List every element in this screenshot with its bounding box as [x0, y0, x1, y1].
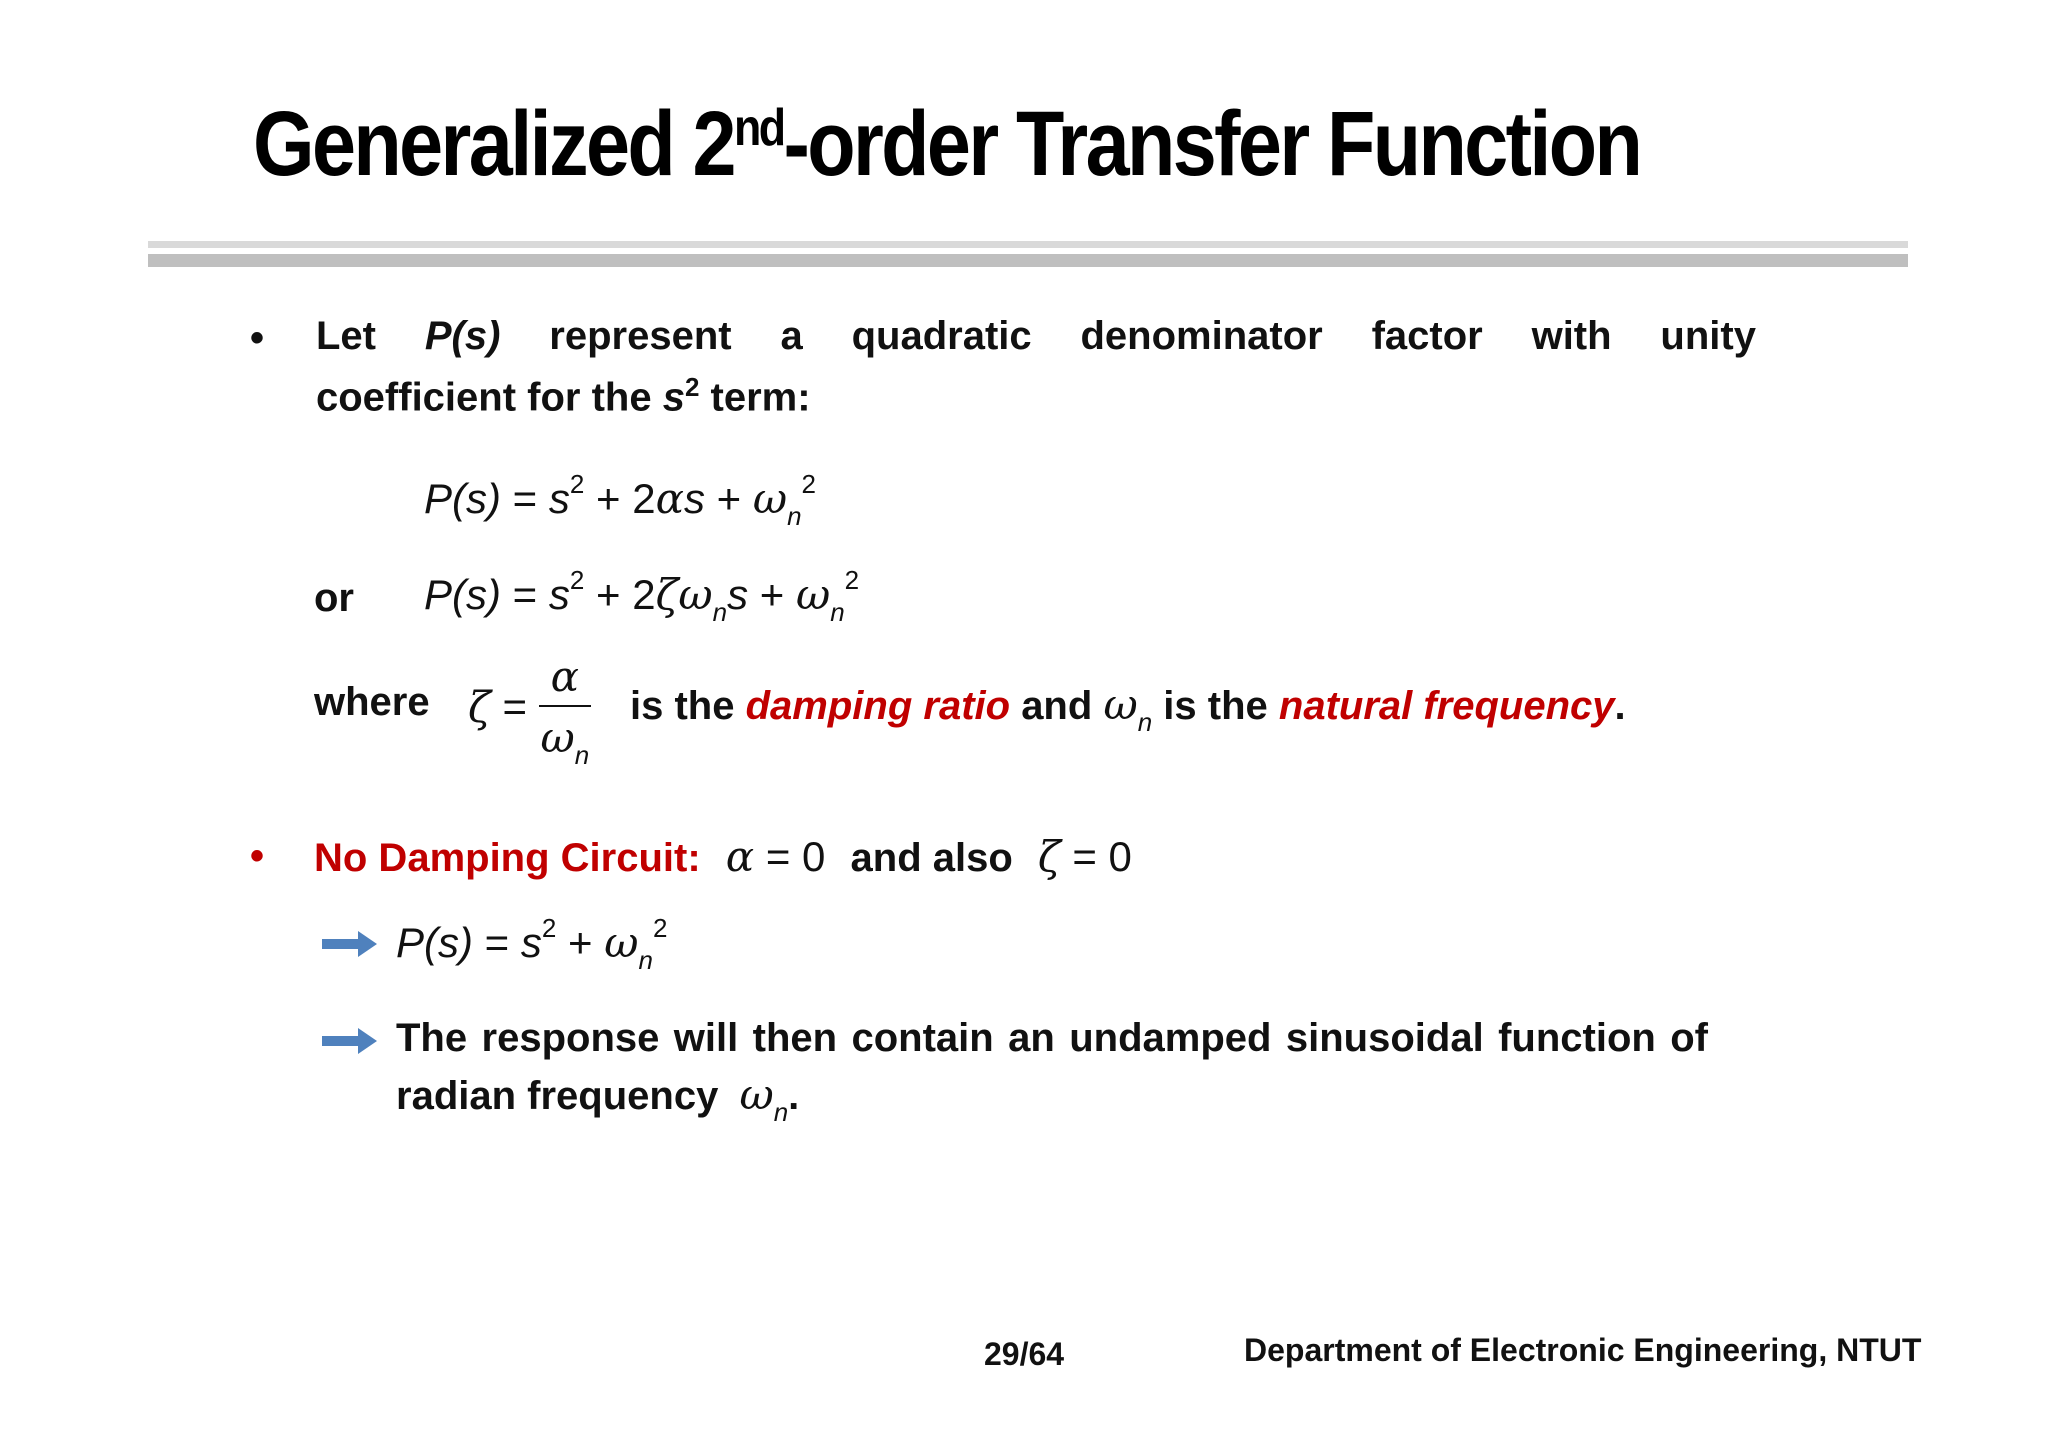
title-rule-thin: [148, 241, 1908, 248]
alpha-eq: [726, 833, 826, 880]
slide-title: [253, 93, 1641, 195]
arrow2-line1: [396, 1016, 1708, 1061]
eq-sub: n: [712, 597, 728, 627]
eq-zeta: ζ: [1037, 832, 1061, 881]
eq-alpha: α: [655, 474, 684, 523]
eq-var: s: [727, 571, 749, 618]
eq-lhs: P(s): [424, 475, 501, 522]
word: function: [1498, 1016, 1656, 1060]
eq-sup: 2: [844, 565, 860, 595]
eq-lhs: P(s): [424, 571, 501, 618]
word: sinusoidal: [1285, 1016, 1484, 1060]
where-description: [630, 680, 1626, 737]
text: coefficient for the: [316, 375, 663, 420]
eq-sub: n: [773, 1097, 789, 1127]
word: undamped: [1069, 1016, 1272, 1060]
eq-lhs: P(s): [396, 919, 473, 966]
eq-omega: ω: [795, 570, 831, 619]
text: is the: [1163, 684, 1268, 728]
equation-2: $P(s) = s^2 + 2\zeta\omega_ns + \omega_n^2$: [424, 565, 860, 627]
equation-no-damping: $P(s) = s^2 + \omega_n^2$: [396, 913, 668, 975]
bullet-dot-1: •: [250, 316, 265, 360]
title-main: Generalized 2: [253, 93, 734, 195]
eq-alpha: α: [725, 832, 755, 881]
eq-value: = 0: [765, 833, 826, 880]
eq-coef: 2: [632, 475, 656, 522]
title-rest: -order Transfer Function: [783, 93, 1641, 195]
title-rule-thick: [148, 254, 1908, 267]
bullet-dot-2: •: [250, 834, 265, 878]
bullet2-line: [314, 832, 1132, 881]
eq-sup: 2: [569, 565, 585, 595]
eq-var: s: [520, 919, 542, 966]
word: of: [1670, 1016, 1708, 1060]
eq-sub: n: [574, 740, 590, 770]
zeta-eq: [1038, 833, 1132, 880]
eq-sub: n: [1137, 707, 1153, 737]
word: a: [780, 314, 803, 358]
eq-omega: ω: [739, 1070, 774, 1119]
damping-ratio-term: damping ratio: [745, 684, 1011, 728]
omega-n: [739, 1070, 789, 1127]
eq-sup: 2: [801, 469, 817, 499]
where-label: where: [314, 680, 430, 724]
word: then: [752, 1016, 838, 1060]
text: radian frequency: [396, 1074, 719, 1118]
fraction: [539, 652, 591, 770]
page-number: 29/64: [984, 1336, 1065, 1372]
word: contain: [851, 1016, 994, 1060]
zeta-symbol: ζ: [468, 682, 491, 732]
eq-sup: 2: [569, 469, 585, 499]
eq-coef: 2: [632, 571, 656, 618]
word: factor: [1371, 314, 1483, 358]
eq-var: s: [548, 571, 570, 618]
word: an: [1008, 1016, 1055, 1060]
word: denominator: [1080, 314, 1323, 358]
omega-n: [1103, 680, 1153, 737]
sup: 2: [684, 372, 700, 402]
zeta-definition: ζ = $\frac{\alpha}{\omega_n}$: [468, 652, 590, 770]
word: The: [396, 1016, 468, 1060]
eq-sub: n: [830, 597, 845, 627]
word-ps: P(s): [424, 314, 501, 358]
eq-sup: 2: [652, 913, 668, 943]
word: Let: [316, 314, 376, 358]
eq-sup: 2: [541, 913, 557, 943]
var-s: s: [662, 375, 685, 420]
no-damping-label: No Damping Circuit:: [314, 836, 701, 880]
eq-omega: ω: [1103, 680, 1138, 729]
arrow2-line2: [396, 1070, 800, 1127]
arrow-right-icon: [322, 930, 378, 958]
word: with: [1531, 314, 1612, 358]
word: will: [673, 1016, 739, 1060]
bullet1-line2: [316, 372, 811, 420]
eq-value: = 0: [1072, 833, 1132, 880]
fraction-denominator: ω: [540, 713, 575, 762]
text: .: [1614, 684, 1626, 728]
word: represent: [549, 314, 732, 358]
eq-var: s: [683, 475, 705, 522]
eq-sub: n: [638, 945, 653, 975]
eq-zeta: ζ: [655, 570, 679, 619]
arrow-right-icon: [322, 1027, 378, 1055]
text: and also: [850, 836, 1013, 880]
text: and: [1021, 684, 1093, 728]
eq-omega: ω: [752, 474, 788, 523]
bullet1-line1: [316, 314, 1756, 359]
text: term:: [699, 375, 811, 420]
text: .: [788, 1074, 800, 1118]
department-footer: Department of Electronic Engineering, NTUT: [1244, 1332, 1922, 1368]
word: unity: [1660, 314, 1756, 358]
word: quadratic: [851, 314, 1032, 358]
eq-var: s: [548, 475, 570, 522]
fraction-numerator: α: [539, 652, 591, 707]
text: is the: [630, 684, 735, 728]
title-superscript: nd: [733, 99, 784, 157]
eq-omega: ω: [604, 918, 639, 967]
word: response: [481, 1016, 660, 1060]
or-label: or: [314, 576, 354, 620]
eq-omega: ω: [678, 570, 713, 619]
equation-1: $P(s) = s^2 + 2\alpha s + \omega_n^2$: [424, 469, 817, 531]
natural-frequency-term: natural frequency: [1278, 684, 1615, 728]
eq-sub: n: [787, 501, 802, 531]
